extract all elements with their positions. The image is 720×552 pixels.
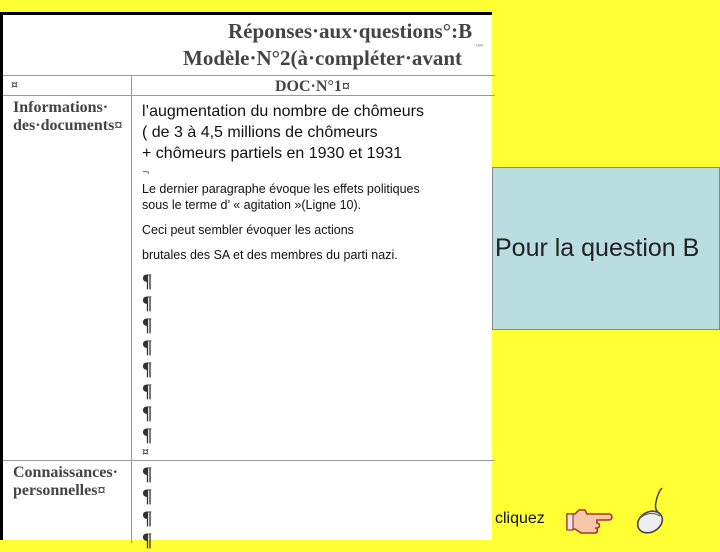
- main-text-line1: l’augmentation du nombre de chômeurs: [142, 103, 424, 120]
- pilcrow: ¶: [142, 530, 153, 551]
- table-row-divider: [3, 460, 495, 461]
- pilcrow: ¶: [142, 293, 153, 314]
- pilcrow: ¶: [142, 403, 153, 424]
- pilcrow: ¶: [142, 381, 153, 402]
- document-title-line1: Réponses·aux·questions°:B: [228, 19, 473, 43]
- pilcrow-column-1: [142, 271, 152, 447]
- main-text-line2: ( de 3 à 4,5 millions de chômeurs: [142, 124, 378, 141]
- pilcrow: ¶: [142, 425, 153, 446]
- pilcrow: ¶: [142, 315, 153, 336]
- pointing-hand-icon[interactable]: [565, 502, 613, 534]
- paragraph-1: [142, 181, 420, 213]
- pilcrow: ¶: [142, 337, 153, 358]
- pilcrow: ¶: [142, 486, 153, 507]
- main-text-line3: + chômeurs partiels en 1930 et 1931: [142, 145, 403, 162]
- main-answer-text: [142, 101, 492, 164]
- pilcrow: ¶: [142, 508, 153, 529]
- doc-header: DOC·N°1¤: [275, 78, 350, 95]
- table-top-border: [3, 75, 495, 76]
- table-header-border: [3, 95, 495, 96]
- table-column-divider: [131, 75, 132, 543]
- paragraph-3: brutales des SA et des membres du parti nazi.: [142, 248, 398, 262]
- document-title-line2: Modèle·N°2(à·compléter·avant: [183, 46, 462, 70]
- row1-label-line2: des·documents¤: [13, 117, 123, 134]
- row2-label-line1: Connaissances·: [13, 464, 118, 481]
- question-b-callout-text[interactable]: Pour la question B: [495, 234, 700, 262]
- document-page: [0, 12, 492, 551]
- row1-label-line1: Informations·: [13, 99, 109, 116]
- row-mark: ¤: [11, 78, 18, 91]
- pilcrow: ¶: [142, 271, 153, 292]
- mouse-icon[interactable]: [632, 486, 674, 534]
- small-paragraph-mark: ¬: [142, 168, 150, 178]
- pilcrow-column-2: [142, 464, 152, 552]
- click-here-link[interactable]: cliquez: [495, 510, 545, 527]
- paragraph-2: Ceci peut sembler évoquer les actions: [142, 223, 354, 237]
- paragraph-1-line1: Le dernier paragraphe évoque les effets politiques: [142, 182, 420, 196]
- cell-end-mark: ¤: [142, 445, 149, 458]
- row2-label-line2: personnelles¤: [13, 482, 106, 499]
- paragraph-1-line2: sous le terme d’ « agitation »(Ligne 10).: [142, 198, 362, 212]
- superscript-note: ᵤᵥᵥ: [476, 41, 484, 48]
- row1-label: [13, 99, 122, 135]
- pilcrow: ¶: [142, 359, 153, 380]
- pilcrow: ¶: [142, 464, 153, 485]
- row2-label: [13, 464, 118, 500]
